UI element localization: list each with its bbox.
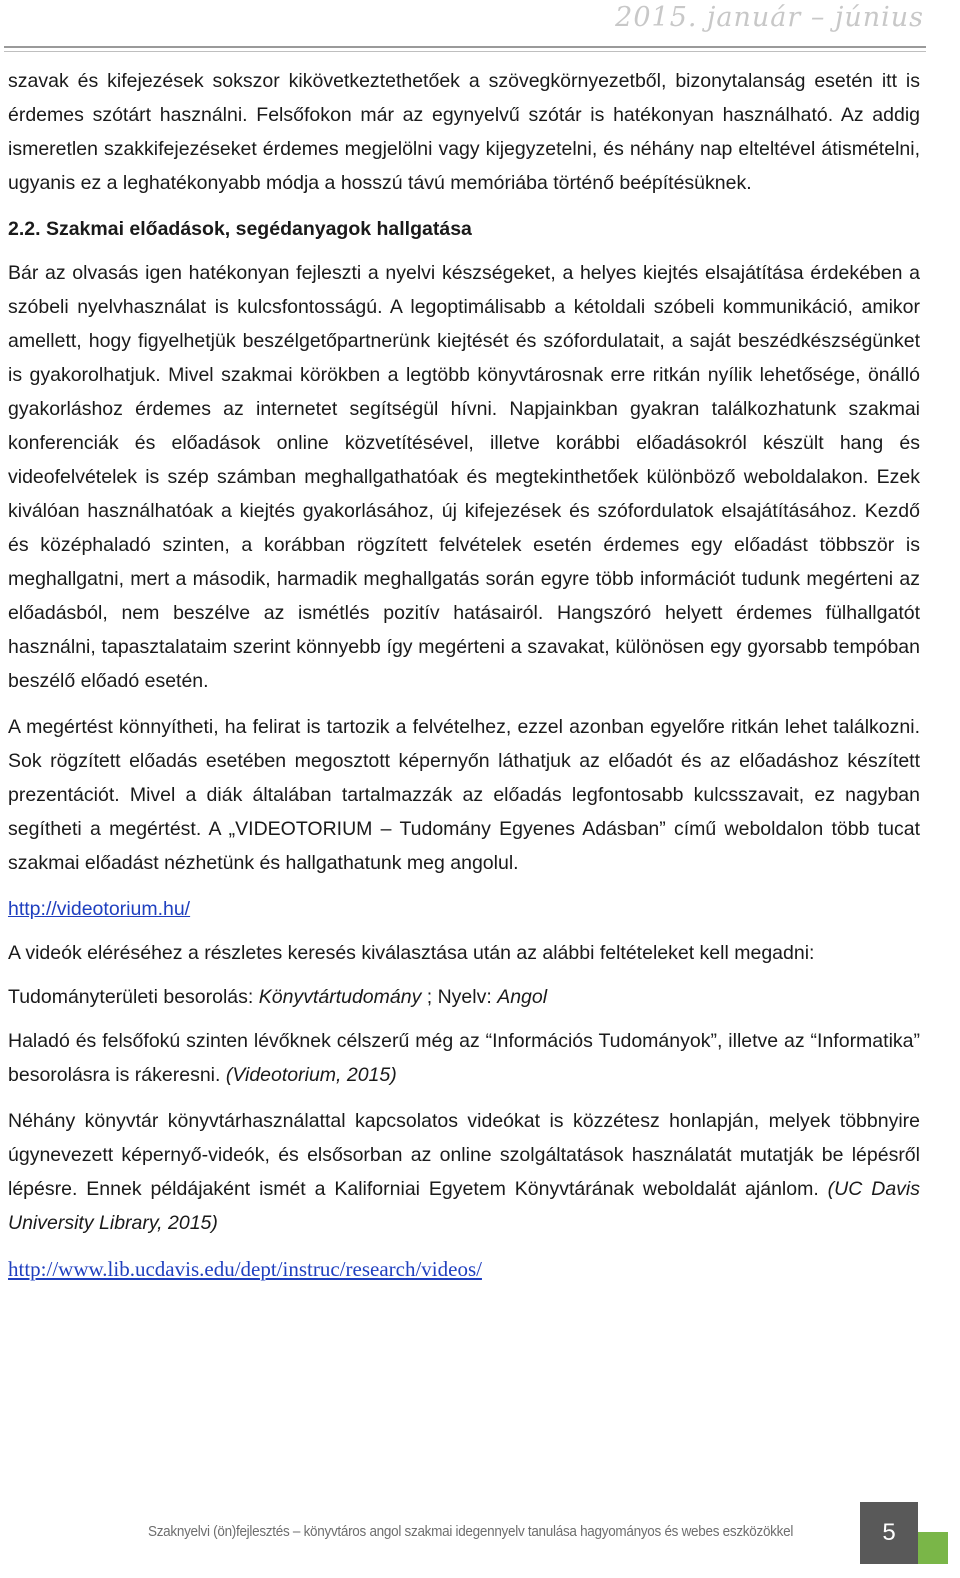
citation-ucdavis: (UC Davis University Library, 2015) bbox=[8, 1178, 920, 1234]
footer-title: Szaknyelvi (ön)fejlesztés – könyvtáros angol szakmai idegennyelv tanulása hagyományos és webes eszközökkel bbox=[148, 1524, 794, 1540]
header-rule-thin bbox=[4, 51, 926, 52]
section-heading: 2.2. Szakmai előadások, segédanyagok hallgatása bbox=[8, 218, 472, 240]
paragraph-2: Bár az olvasás igen hatékonyan fejleszti a nyelvi készségeket, a helyes kiejtés elsajátítása érdekében a szóbeli nyelvhasználat is kulcsfontosságú. A legoptimálisabb a kétoldali szóbeli kommunikáció, amikor amellett, hogy figyelhetjük beszélgetőpartnerünk kiejtését és szófordulatait, a saját beszédkészségünket is gyakorolhatjuk. Mivel szakmai körökben a legtöbb könyvtárosnak erre ritkán nyílik lehetősége, önálló gyakorláshoz érdemes az internetet segítségül hívni. Napjainkban gyakran találkozhatunk szakmai konferenciák és előadások online közvetítésével, illetve korábbi előadásokról készült hang és videofelvételek is szép számban meghallgathatóak és megtekinthetőek különböző weboldalakon. Ezek kiválóan használhatóak a kiejtés gyakorlásához, új kifejezések és szófordulatok elsajátításához. Kezdő és középhaladó szinten, a korábban rögzített felvételek esetén érdemes egy előadást többször is meghallgatni, mert a második, harmadik meghallgatás során egyre több információt tudunk megérteni az előadásból, nem beszélve az ismétlés pozitív hatásairól. Hangszóró helyett érdemes fülhallgatót használni, tapasztalataim szerint könnyebb így megérteni a szavakat, különösen egy gyorsabb tempóban beszélő előadó esetén. bbox=[8, 262, 920, 692]
paragraph-5 bbox=[8, 980, 920, 1014]
header-rule bbox=[4, 46, 926, 48]
link-paragraph-2 bbox=[8, 1252, 920, 1287]
ucdavis-link[interactable]: http://www.lib.ucdavis.edu/dept/instruc/research/videos/ bbox=[8, 1257, 482, 1281]
paragraph-4: A videók eléréséhez a részletes keresés kiválasztása után az alábbi feltételeket kell megadni: bbox=[8, 942, 815, 964]
page-content bbox=[8, 64, 920, 1299]
language-label: ; Nyelv: bbox=[421, 986, 498, 1008]
header-date: 2015. január – június bbox=[615, 2, 924, 33]
language-value: Angol bbox=[497, 986, 548, 1008]
videotorium-link[interactable]: http://videotorium.hu/ bbox=[8, 898, 191, 920]
paragraph-7-text: Néhány könyvtár könyvtárhasználattal kapcsolatos videókat is közzétesz honlapján, melyek többnyire úgynevezett képernyő-videók, és elsősorban az online szolgáltatások használatát mutatják be lépésről lépésre. Ennek példájaként ismét a Kaliforniai Egyetem Könyvtárának weboldalát ajánlom. bbox=[8, 1110, 920, 1200]
paragraph-1: szavak és kifejezések sokszor kikövetkeztethetőek a szövegkörnyezetből, bizonytalanság esetén itt is érdemes szótárt használni. Felsőfokon már az egynyelvű szótár is hatékonyan használható. Az addig ismeretlen szakkifejezéseket érdemes megjelölni vagy kijegyzetelni, és néhány nap elteltével átismételni, ugyanis ez a leghatékonyabb módja a hosszú távú memóriába történő beépítésüknek. bbox=[8, 70, 920, 194]
page-number: 5 bbox=[860, 1502, 918, 1564]
paragraph-3: A megértést könnyítheti, ha felirat is tartozik a felvételhez, ezzel azonban egyelőre ritkán lehet találkozni. Sok rögzített előadás esetében megosztott képernyőn láthatjuk az előadót és az előadáshoz készített prezentációt. Mivel a diák általában tartalmazzák az előadás legfontosabb kulcsszavait, ez nagyban segítheti a megértést. A „VIDEOTORIUM – Tudomány Egyenes Adásban” című weboldalon több tucat szakmai előadást nézhetünk és hallgathatunk meg angolul. bbox=[8, 716, 920, 874]
category-value: Könyvtártudomány bbox=[258, 986, 422, 1008]
paragraph-7 bbox=[8, 1104, 920, 1240]
paragraph-6 bbox=[8, 1024, 920, 1092]
link-paragraph-1 bbox=[8, 892, 920, 926]
paragraph-6-text: Haladó és felsőfokú szinten lévőknek célszerű még az “Információs Tudományok”, illetve az “Informatika” besorolásra is rákeresni. bbox=[8, 1030, 920, 1086]
citation-videotorium: (Videotorium, 2015) bbox=[225, 1064, 397, 1086]
category-label: Tudományterületi besorolás: bbox=[8, 986, 259, 1008]
green-accent-block bbox=[918, 1532, 948, 1564]
